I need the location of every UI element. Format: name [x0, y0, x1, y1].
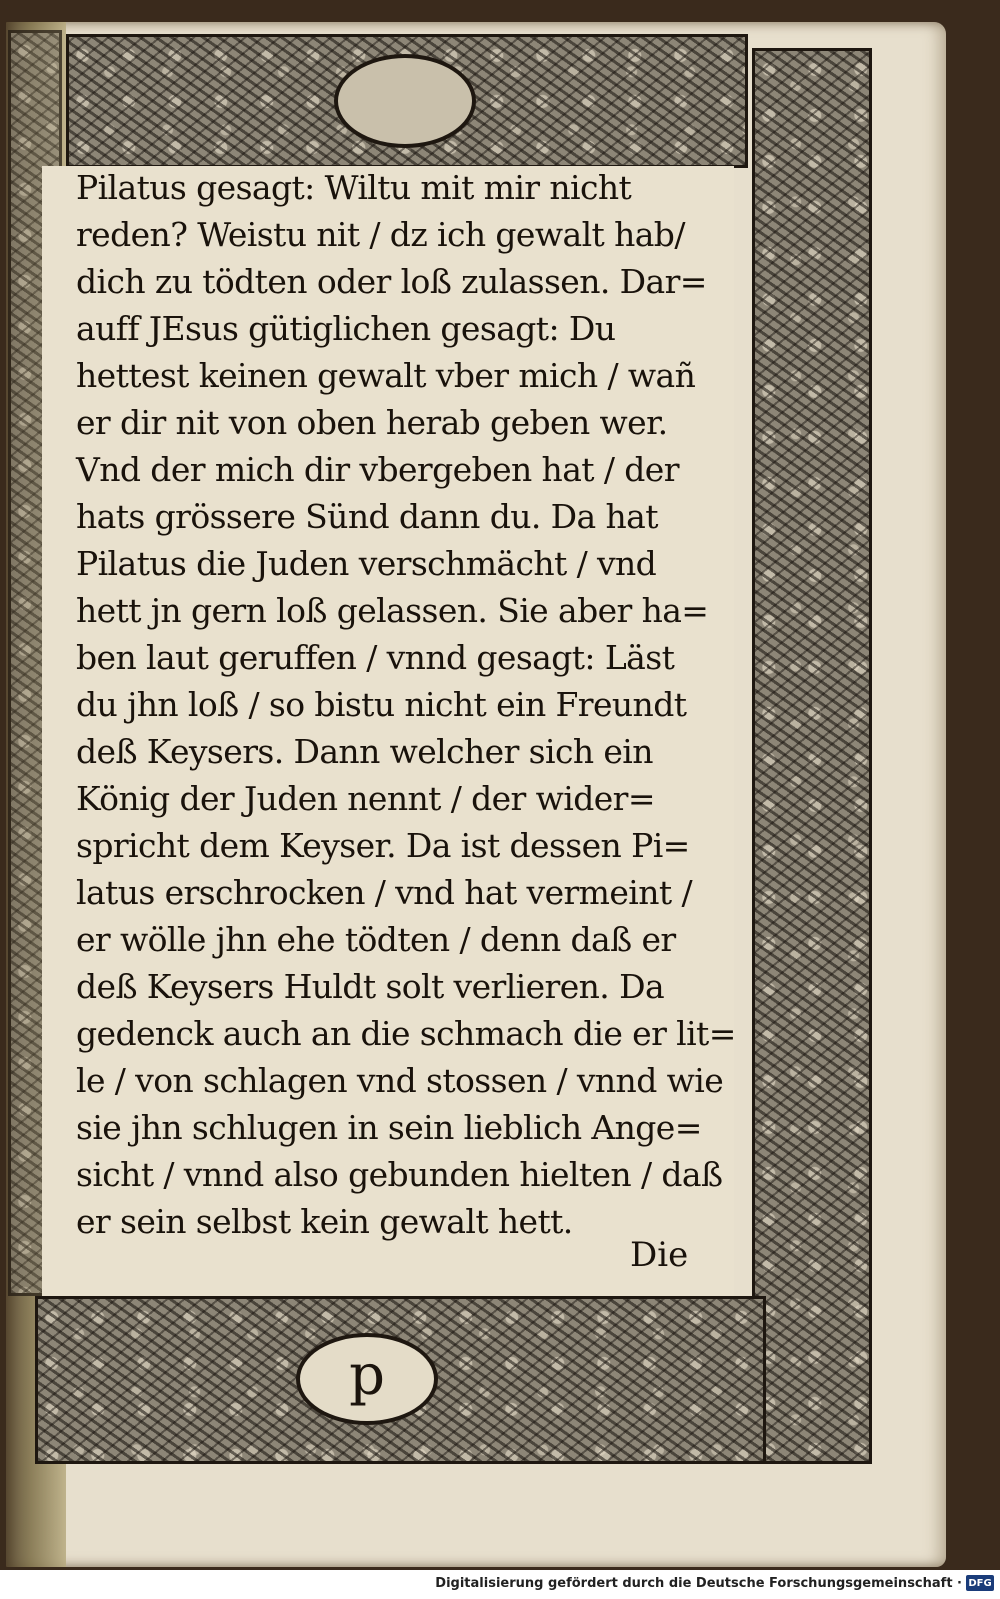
- text-line: deß Keysers Huldt solt verlieren. Da: [76, 967, 665, 1006]
- dfg-logo: DFG: [966, 1575, 994, 1591]
- text-line: deß Keysers. Dann welcher sich ein: [76, 732, 653, 771]
- text-line: latus erschrocken / vnd hat vermeint /: [76, 873, 692, 912]
- text-line: er sein selbst kein gewalt hett.: [76, 1202, 573, 1241]
- text-line: le / von schlagen vnd stossen / vnnd wie: [76, 1061, 724, 1100]
- text-line: König der Juden nennt / der wider=: [76, 779, 655, 818]
- text-line: reden? Weistu nit / dz ich gewalt hab/: [76, 215, 685, 254]
- text-line: sie jhn schlugen in sein lieblich Ange=: [76, 1108, 702, 1147]
- signature-cartouche: [296, 1333, 438, 1425]
- text-line: hett jn gern loß gelassen. Sie aber ha=: [76, 591, 709, 630]
- text-line: gedenck auch an die schmach die er lit=: [76, 1014, 736, 1053]
- text-line: Vnd der mich dir vbergeben hat / der: [76, 450, 679, 489]
- signature-mark: p: [349, 1343, 385, 1408]
- text-line: sicht / vnnd also gebunden hielten / daß: [76, 1155, 723, 1194]
- text-line: du jhn loß / so bistu nicht ein Freundt: [76, 685, 687, 724]
- text-line: hettest keinen gewalt vber mich / wañ: [76, 356, 696, 395]
- text-line: auff JEsus gütiglichen gesagt: Du: [76, 309, 616, 348]
- catchword: Die: [630, 1235, 689, 1275]
- woodcut-border-right: [752, 48, 872, 1464]
- text-line: dich zu tödten oder loß zulassen. Dar=: [76, 262, 707, 301]
- funding-credit: Digitalisierung gefördert durch die Deutsche Forschungsgemeinschaft ·: [435, 1576, 962, 1591]
- text-line: hats grössere Sünd dann du. Da hat: [76, 497, 658, 536]
- text-line: er dir nit von oben herab geben wer.: [76, 403, 668, 442]
- top-cartouche-ornament: [334, 54, 476, 148]
- body-text: [42, 166, 734, 1296]
- text-line: Pilatus die Juden verschmächt / vnd: [76, 544, 657, 583]
- text-line: Pilatus gesagt: Wiltu mit mir nicht: [76, 168, 632, 207]
- text-line: er wölle jhn ehe tödten / denn daß er: [76, 920, 676, 959]
- text-line: spricht dem Keyser. Da ist dessen Pi=: [76, 826, 690, 865]
- text-line: ben laut geruffen / vnnd gesagt: Läst: [76, 638, 675, 677]
